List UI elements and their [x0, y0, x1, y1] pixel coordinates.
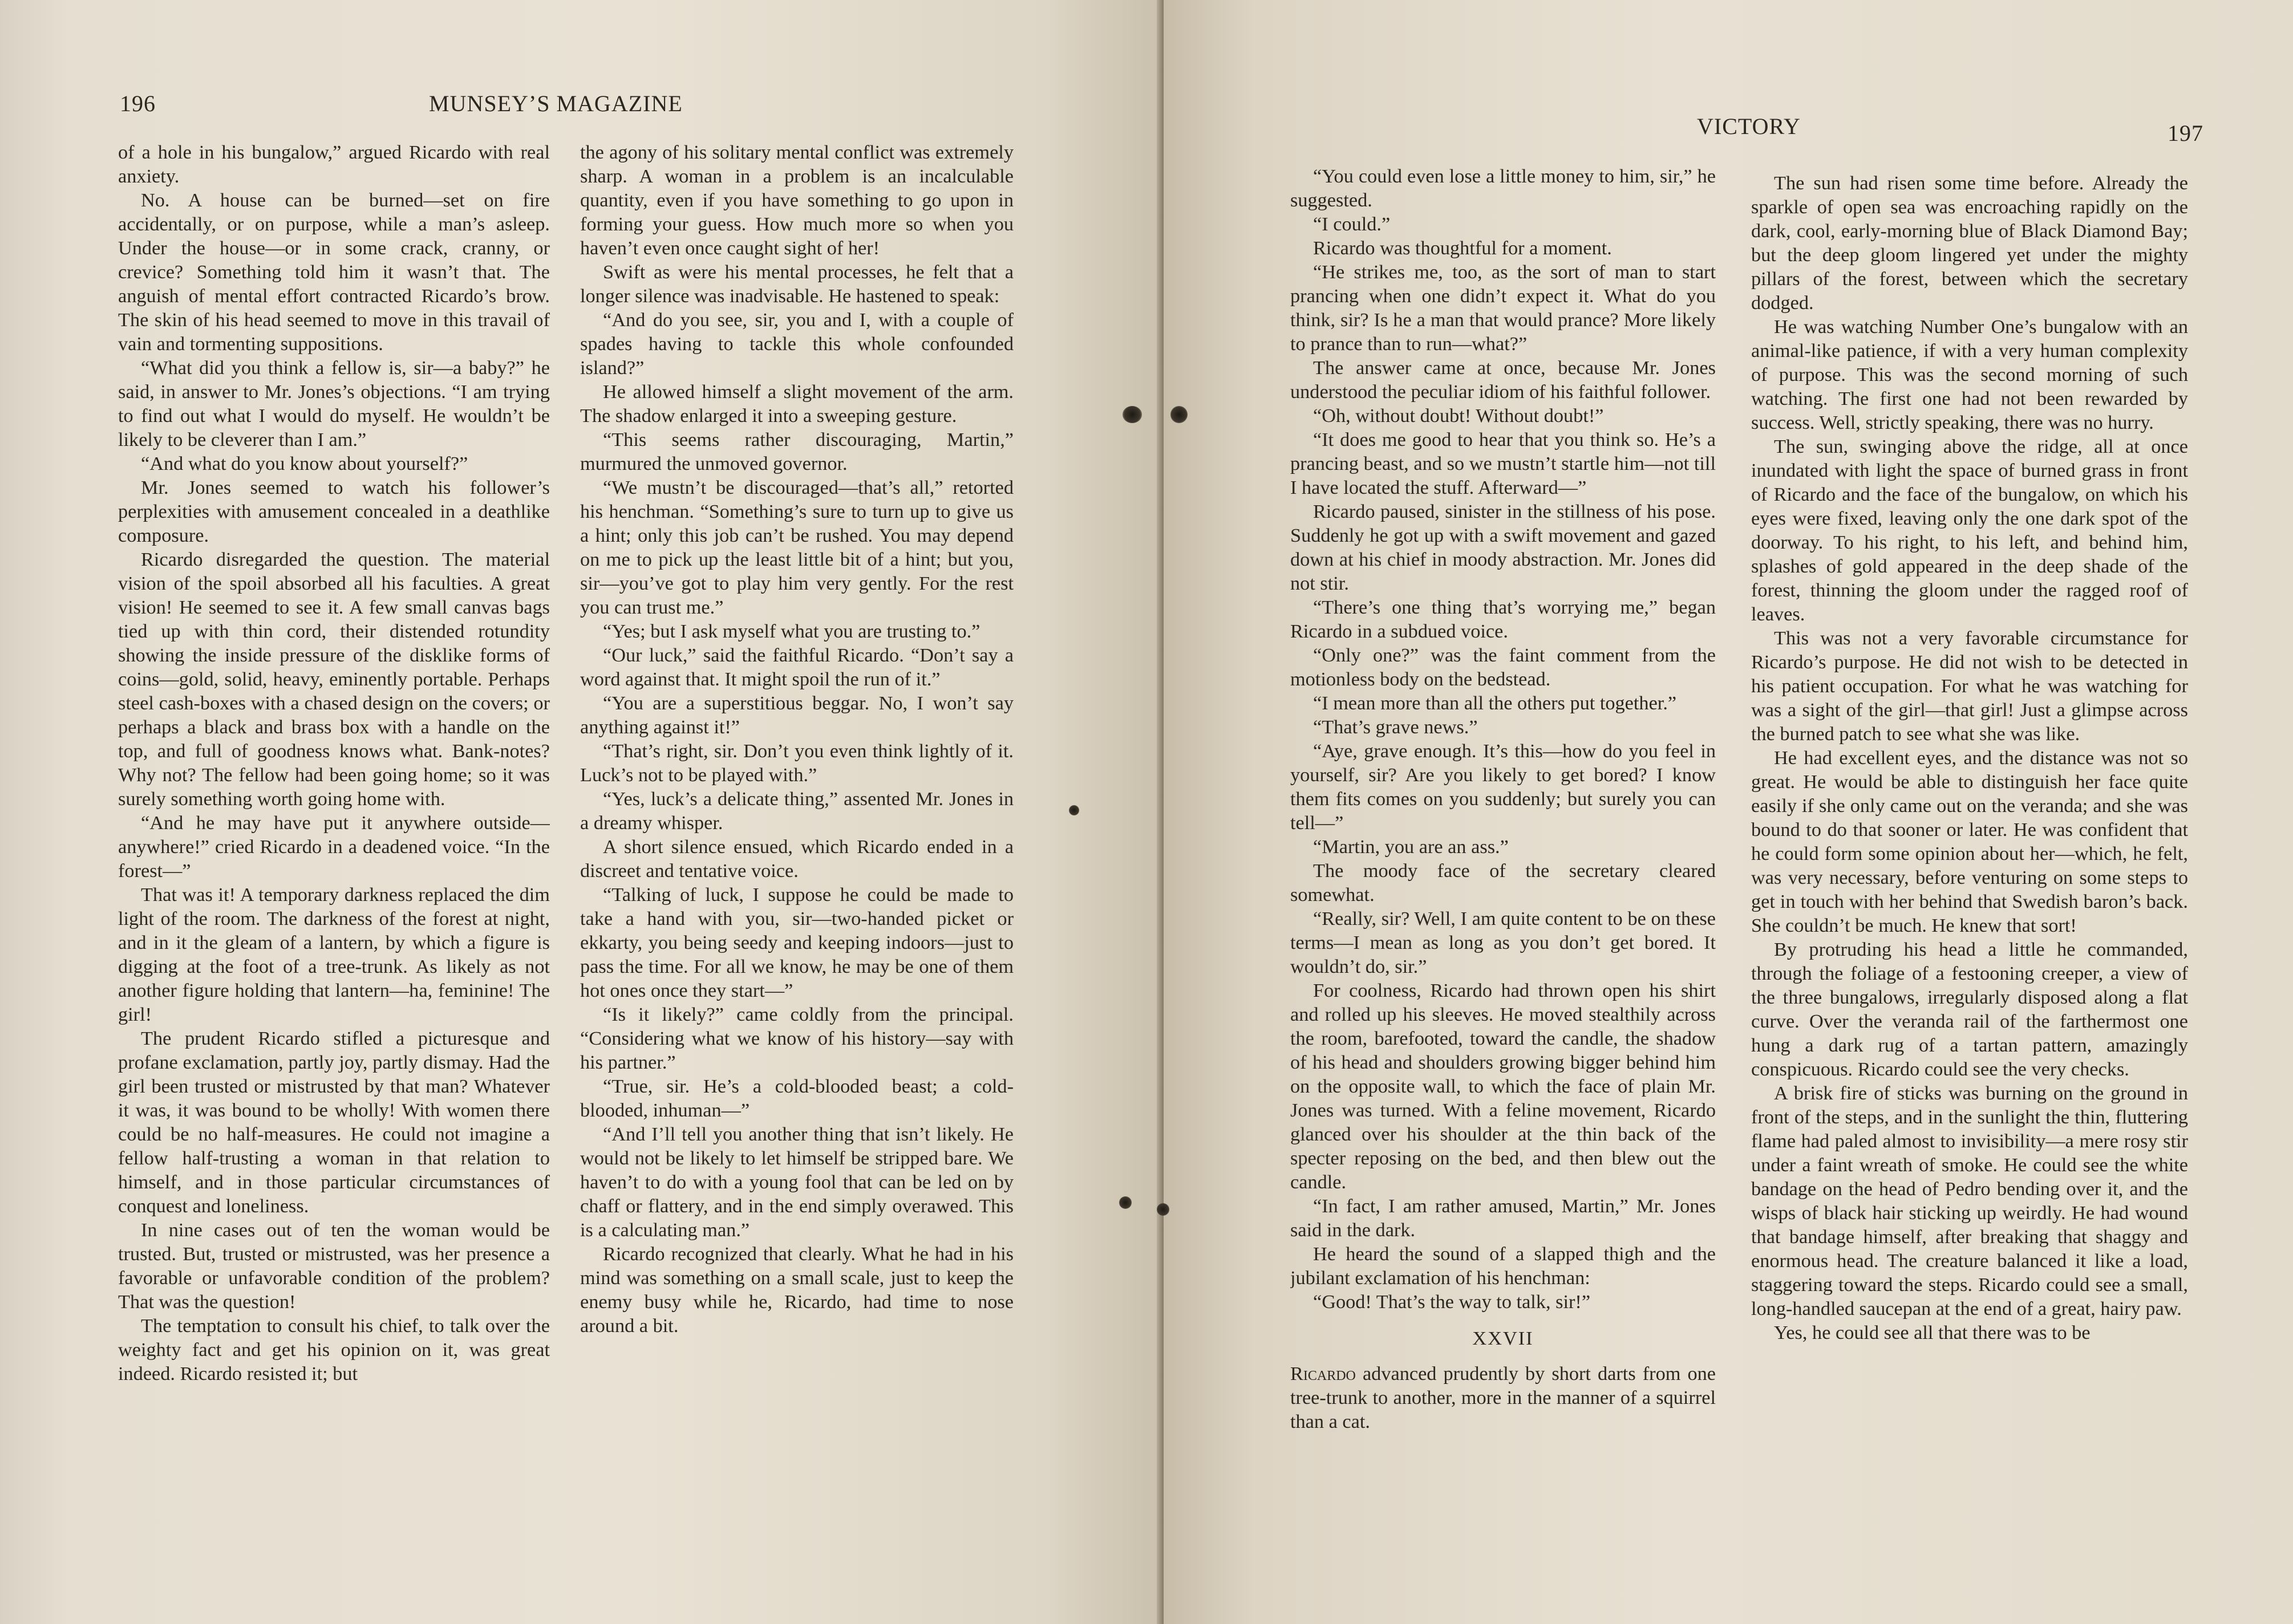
- paragraph: Ricardo was thoughtful for a moment.: [1313, 237, 1612, 259]
- paragraph: “Martin, you are an ass.”: [1313, 836, 1509, 858]
- paragraph: By protruding his head a little he commanded, through the foliage of a festooning creeper, a view of the three bungalows, irregularly disposed along a flat curve. Over the veranda rail of the farthermost one hung a dark rug of a tartan pattern, amazingly conspicuous. Ricardo could see the very checks.: [1751, 939, 2188, 1080]
- paragraph: “That’s right, sir. Don’t you even think lightly of it. Luck’s not to be played with.”: [580, 740, 1014, 786]
- paragraph: “Talking of luck, I suppose he could be made to take a hand with you, sir—two-handed picket or ekkarty, you being seedy and keeping indoors—just to pass the time. For all we know, he may be one of them hot ones once they start—”: [580, 884, 1014, 1001]
- paragraph: He heard the sound of a slapped thigh and the jubilant exclamation of his henchman:: [1290, 1243, 1716, 1289]
- paragraph: Swift as were his mental processes, he felt that a longer silence was inadvisable. He hastened to speak:: [580, 261, 1014, 307]
- paragraph: “In fact, I am rather amused, Martin,” Mr. Jones said in the dark.: [1290, 1195, 1716, 1241]
- paragraph: “Really, sir? Well, I am quite content to be on these terms—I mean as long as you don’t get bored. It wouldn’t do, sir.”: [1290, 908, 1716, 977]
- binding-hole: [1119, 1196, 1132, 1209]
- section-lead-word: Ricardo: [1290, 1363, 1356, 1385]
- paragraph: The prudent Ricardo stifled a picturesque and profane exclamation, partly joy, partly dismay. Had the girl been trusted or mistrusted by that man? Whatever it was, it was bound to be wholly! With women there could be no half-measures. He could not imagine a fellow half-trusting a woman in that relation to himself, and in those particular circumstances of conquest and loneliness.: [118, 1028, 550, 1217]
- paragraph: “And I’ll tell you another thing that isn’t likely. He would not be likely to let himself be stripped bare. We haven’t to do with a young fool that can be led on by chaff or flattery, and in the end simply overawed. This is a calculating man.”: [580, 1123, 1014, 1241]
- paragraph: “Good! That’s the way to talk, sir!”: [1313, 1291, 1591, 1313]
- paragraph: “Yes; but I ask myself what you are trusting to.”: [603, 620, 981, 642]
- paragraph: The temptation to consult his chief, to talk over the weighty fact and get his opinion on it, was great indeed. Ricardo resisted it; but: [118, 1315, 550, 1385]
- right-column-1: [1290, 164, 1716, 1567]
- paragraph: “And do you see, sir, you and I, with a couple of spades having to tackle this whole confounded island?”: [580, 309, 1014, 379]
- paragraph: He was watching Number One’s bungalow with an animal-like patience, if with a very human complexity of purpose. This was the second morning of such watching. The first one had not been rewarded by success. Well, strictly speaking, there was no hurry.: [1751, 316, 2188, 433]
- paragraph: “It does me good to hear that you think so. He’s a prancing beast, and so we mustn’t startle him—not till I have located the stuff. Afterward—”: [1290, 429, 1716, 498]
- left-column-2: [580, 140, 1014, 1554]
- paragraph: In nine cases out of ten the woman would be trusted. But, trusted or mistrusted, was her presence a favorable or unfavorable condition of the problem? That was the question!: [118, 1219, 550, 1313]
- binding-hole: [1123, 406, 1142, 423]
- paragraph: The answer came at once, because Mr. Jones understood the peculiar idiom of his faithful follower.: [1290, 357, 1716, 403]
- paragraph: “We mustn’t be discouraged—that’s all,” retorted his henchman. “Something’s sure to turn up to give us a hint; only this job can’t be rushed. You may depend on me to pick up the least little bit of a hint; but you, sir—you’ve got to play him very gently. For the rest you can trust me.”: [580, 477, 1014, 618]
- paragraph: “I mean more than all the others put together.”: [1313, 692, 1677, 714]
- paragraph: The moody face of the secretary cleared somewhat.: [1290, 860, 1716, 906]
- paragraph: For coolness, Ricardo had thrown open his shirt and rolled up his sleeves. He moved stealthily across the room, barefooted, toward the candle, the shadow of his head and shoulders growing bigger behind him on the opposite wall, to which the face of plain Mr. Jones was turned. With a feline movement, Ricardo glanced over his shoulder at the thin back of the specter reposing on the bed, and then blew out the candle.: [1290, 980, 1716, 1193]
- binding-hole: [1069, 805, 1079, 815]
- paragraph: “I could.”: [1313, 213, 1391, 235]
- page-number-left: 196: [120, 91, 156, 116]
- paragraph: “He strikes me, too, as the sort of man to start prancing when one didn’t expect it. What do you think, sir? Is he a man that would prance? More likely to prance than to run—what?”: [1290, 261, 1716, 355]
- paragraph: “You are a superstitious beggar. No, I won’t say anything against it!”: [580, 692, 1014, 738]
- paragraph: The sun had risen some time before. Already the sparkle of open sea was encroaching rapidly on the dark, cool, early-morning blue of Black Diamond Bay; but the deep gloom lingered yet under the mighty pillars of the forest, between which the secretary dodged.: [1751, 172, 2188, 314]
- section-number: XXVII: [1472, 1327, 1534, 1349]
- binding-hole: [1170, 406, 1188, 423]
- paragraph: “What did you think a fellow is, sir—a baby?” he said, in answer to Mr. Jones’s objections. “I am trying to find out what I would do myself. He wouldn’t be likely to be cleverer than I am.”: [118, 357, 550, 450]
- paragraph: A short silence ensued, which Ricardo ended in a discreet and tentative voice.: [580, 836, 1014, 882]
- paragraph: A brisk fire of sticks was burning on the ground in front of the steps, and in the sunlight the thin, fluttering flame had paled almost to invisibility—a mere rosy stir under a faint wreath of smoke. He could see the white bandage on the head of Pedro bending over it, and the wisps of black hair sticking up weirdly. He had wound that bandage himself, after breaking that shaggy and enormous head. The creature balanced it like a load, staggering toward the steps. Ricardo could see a small, long-handled saucepan at the end of a great, hairy paw.: [1751, 1082, 2188, 1320]
- binding-hole: [1157, 1203, 1169, 1216]
- paragraph: “True, sir. He’s a cold-blooded beast; a cold-blooded, inhuman—”: [580, 1075, 1014, 1121]
- paragraph: No. A house can be burned—set on fire accidentally, or on purpose, while a man’s asleep. Under the house—or in some crack, cranny, or crevice? Something told him it wasn’t that. The anguish of mental effort contracted Ricardo’s brow. The skin of his head seemed to move in this travail of vain and tormenting suppositions.: [118, 189, 550, 355]
- paragraph: “There’s one thing that’s worrying me,” began Ricardo in a subdued voice.: [1290, 596, 1716, 642]
- right-column-2: [1751, 171, 2188, 1568]
- paragraph: “That’s grave news.”: [1313, 716, 1478, 738]
- paragraph: He had excellent eyes, and the distance was not so great. He would be able to distinguish her face quite easily if she only came out on the veranda; and she was bound to do that sooner or later. He was confident that he could form some opinion about her—which, he felt, was very necessary, before venturing on some steps to get in touch with her behind that Swedish baron’s back. She couldn’t be much. He knew that sort!: [1751, 747, 2188, 936]
- running-head-right: VICTORY: [1697, 113, 1801, 139]
- paragraph: “You could even lose a little money to him, sir,” he suggested.: [1290, 165, 1716, 211]
- paragraph: “Only one?” was the faint comment from the motionless body on the bedstead.: [1290, 644, 1716, 690]
- paragraph: “Our luck,” said the faithful Ricardo. “Don’t say a word against that. It might spoil the run of it.”: [580, 644, 1014, 690]
- paragraph: Mr. Jones seemed to watch his follower’s perplexities with amusement concealed in a deathlike composure.: [118, 477, 550, 546]
- paragraph: of a hole in his bungalow,” argued Ricardo with real anxiety.: [118, 141, 550, 187]
- page-number-right: 197: [2168, 120, 2203, 146]
- paragraph: He allowed himself a slight movement of the arm. The shadow enlarged it into a sweeping gesture.: [580, 381, 1014, 427]
- paragraph: Ricardo disregarded the question. The material vision of the spoil absorbed all his faculties. A great vision! He seemed to see it. A few small canvas bags tied up with thin cord, their distended rotundity showing the inside pressure of the disklike forms of coins—gold, solid, heavy, eminently portable. Perhaps steel cash-boxes with a chased design on the covers; or perhaps a black and brass box with a handle on the top, and full of goodness knows what. Bank-notes? Why not? The fellow had been going home; so it was surely something worth going home with.: [118, 549, 550, 810]
- section-opening-text: advanced prudently by short darts from one tree-trunk to another, more in the manner of a squirrel than a cat.: [1290, 1363, 1716, 1432]
- section-opening-paragraph: [1290, 1362, 1716, 1434]
- paragraph: “And what do you know about yourself?”: [141, 453, 468, 474]
- paragraph: The sun, swinging above the ridge, all at once inundated with light the space of burned grass in front of Ricardo and the face of the bungalow, on which his eyes were fixed, leaving only the one dark spot of the doorway. To his right, to his left, and behind him, splashes of gold appeared in the deep shade of the forest, thinning the gloom under the ragged roof of leaves.: [1751, 436, 2188, 625]
- paragraph: “Oh, without doubt! Without doubt!”: [1313, 405, 1604, 427]
- running-head-left: MUNSEY’S MAGAZINE: [429, 91, 683, 116]
- paragraph: “Aye, grave enough. It’s this—how do you feel in yourself, sir? Are you likely to get bored? I know them fits comes on you suddenly; but surely you can tell—”: [1290, 740, 1716, 834]
- paragraph: Ricardo paused, sinister in the stillness of his pose. Suddenly he got up with a swift movement and gazed down at his chief in moody abstraction. Mr. Jones did not stir.: [1290, 501, 1716, 594]
- paragraph: “Is it likely?” came coldly from the principal. “Considering what we know of his history—say with his partner.”: [580, 1004, 1014, 1073]
- paragraph: “This seems rather discouraging, Martin,” murmured the unmoved governor.: [580, 429, 1014, 474]
- paragraph: the agony of his solitary mental conflict was extremely sharp. A woman in a problem is an incalculable quantity, even if you have something to go upon in forming your guess. How much more so when you haven’t even once caught sight of her!: [580, 141, 1014, 259]
- paragraph: That was it! A temporary darkness replaced the dim light of the room. The darkness of the forest at night, and in it the gleam of a lantern, by which a figure is digging at the foot of a tree-trunk. As likely as not another figure holding that lantern—ha, feminine! The girl!: [118, 884, 550, 1025]
- paragraph: Ricardo recognized that clearly. What he had in his mind was something on a small scale, just to keep the enemy busy while he, Ricardo, had time to nose around a bit.: [580, 1243, 1014, 1337]
- right-page: [1164, 0, 2293, 1624]
- paragraph: “Yes, luck’s a delicate thing,” assented Mr. Jones in a dreamy whisper.: [580, 788, 1014, 834]
- left-column-1: [118, 140, 550, 1554]
- paragraph: This was not a very favorable circumstance for Ricardo’s purpose. He did not wish to be detected in his patient occupation. For what he was watching for was a sight of the girl—that girl! Just a glimpse across the burned patch to see what she was like.: [1751, 627, 2188, 745]
- paragraph: “And he may have put it anywhere outside—anywhere!” cried Ricardo in a deadened voice. “In the forest—”: [118, 812, 550, 882]
- paragraph: Yes, he could see all that there was to be: [1774, 1322, 2091, 1343]
